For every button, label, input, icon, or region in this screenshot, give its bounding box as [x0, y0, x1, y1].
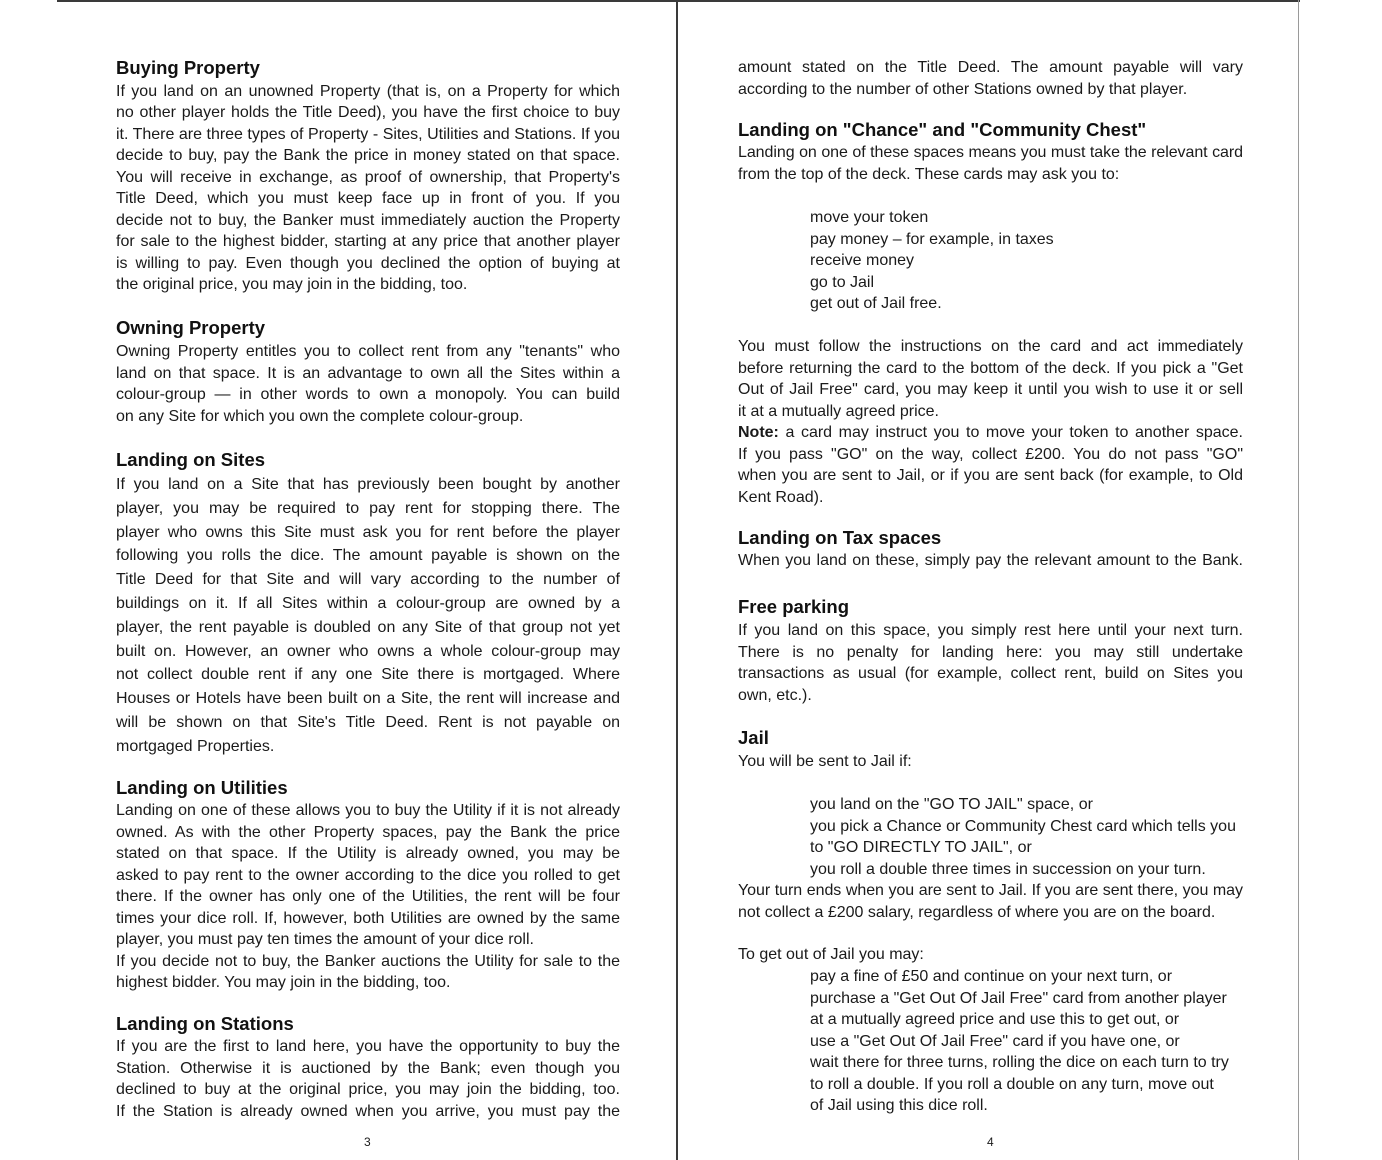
text-line: Title Deed, which you must keep face up in front of you. If you: [116, 190, 620, 208]
text-line: when you are sent to Jail, or if you are sent back (for example, to Old: [738, 467, 1243, 484]
text-line: You will be sent to Jail if:: [738, 753, 912, 770]
list-jail-exit-options: [810, 966, 1243, 1117]
list-chance-actions: [810, 207, 1243, 315]
para-jail-intro: [738, 751, 1243, 773]
para-chance-instructions: [738, 336, 1243, 508]
text-line: use a "Get Out Of Jail Free" card if you have one, or: [810, 1032, 1180, 1050]
text-line: times your dice roll. If, however, both Utilities are owned by the same: [116, 909, 620, 927]
text-line: decide not to buy, the Banker must immediately auction the Property: [116, 211, 620, 229]
page-number-right: 4: [987, 1135, 994, 1149]
text-line: wait there for three turns, rolling the dice on each turn to try: [810, 1054, 1229, 1071]
heading-buying-property: Buying Property: [116, 57, 260, 78]
text-line: on any Site for which you own the complete colour-group.: [116, 408, 524, 426]
heading-tax-spaces: Landing on Tax spaces: [738, 527, 942, 548]
para-stations-continued: [738, 57, 1243, 100]
para-tax: [738, 550, 1243, 572]
heading-landing-on-sites: Landing on Sites: [116, 449, 266, 470]
text-line: To get out of Jail you may:: [738, 946, 924, 963]
text-line: highest bidder. You may join in the bidding, too.: [116, 974, 451, 991]
text-line: move your token: [810, 209, 929, 226]
text-line: land on that space. It is an advantage to own all the Sites within a: [116, 364, 620, 382]
para-jail-out-intro: [738, 944, 1243, 966]
text-line: Landing on one of these allows you to buy the Utility if it is not already: [116, 802, 620, 819]
heading-landing-on-utilities: Landing on Utilities: [116, 777, 288, 798]
text-line: go to Jail: [810, 273, 875, 291]
heading-landing-on-stations: Landing on Stations: [116, 1013, 294, 1034]
page-number-left: 3: [364, 1135, 371, 1149]
para-landing-on-stations: [116, 1036, 620, 1123]
text-line: owned. As with the other Property spaces, pay the Bank the price: [116, 823, 620, 841]
text-line: stated on that space. If the Utility is already owned, you may be: [116, 845, 620, 862]
text-line: is willing to pay. Even though you declined the option of buying at: [116, 254, 620, 272]
text-line: the original price, you may join in the bidding, too.: [116, 275, 468, 293]
text-line: colour-group — in other words to own a monopoly. You can build: [116, 386, 620, 404]
text-line: declined to buy at the original price, you may join the bidding, too.: [116, 1081, 620, 1099]
text-line: decide to buy, pay the Bank the price in money stated on that space.: [116, 147, 620, 165]
text-line: transactions as usual (for example, collect rent, build on Sites you: [738, 665, 1243, 683]
note-text: a card may instruct you to move your token to another space.: [778, 424, 1243, 441]
text-line: it at a mutually agreed price.: [738, 402, 939, 420]
text-line: When you land on these, simply pay the relevant amount to the Bank.: [738, 552, 1243, 569]
text-line: receive money: [810, 252, 915, 269]
text-line: not collect double rent if any one Site there is mortgaged. Where: [116, 666, 620, 684]
list-jail-reasons: [810, 794, 1243, 880]
text-line: of Jail using this dice roll.: [810, 1097, 988, 1114]
text-line: you roll a double three times in succession on your turn.: [810, 860, 1206, 878]
text-line: buildings on it. If all Sites within a colour-group are owned by a: [116, 594, 620, 612]
text-line: If you land on a Site that has previously been bought by another: [116, 476, 620, 493]
text-line: Owning Property entitles you to collect rent from any "tenants" who: [116, 343, 620, 360]
text-line: [738, 422, 1243, 444]
heading-free-parking: Free parking: [738, 596, 850, 617]
page-divider: [676, 0, 678, 1160]
text-line: no other player holds the Title Deed), you have the first choice to buy: [116, 104, 620, 122]
text-line: player, you may be required to pay rent for stopping there. The: [116, 499, 620, 517]
text-line: Out of Jail Free" card, you may keep it until you wish to use it or sell: [738, 381, 1243, 398]
text-line: If you land on this space, you simply rest here until your next turn.: [738, 622, 1243, 639]
text-line: you pick a Chance or Community Chest card which tells you: [810, 817, 1236, 835]
heading-owning-property: Owning Property: [116, 317, 266, 338]
text-line: If you land on an unowned Property (that is, on a Property for which: [116, 83, 620, 100]
para-landing-on-utilities: [116, 800, 620, 994]
text-line: You must follow the instructions on the card and act immediately: [738, 338, 1243, 355]
text-line: If you are the first to land here, you have the opportunity to buy the: [116, 1038, 620, 1055]
text-line: Station. Otherwise it is auctioned by the Bank; even though you: [116, 1059, 620, 1077]
page-right-border: [1298, 0, 1299, 1160]
text-line: Title Deed for that Site and will vary according to the number of: [116, 571, 620, 589]
text-line: purchase a "Get Out Of Jail Free" card from another player: [810, 989, 1227, 1007]
text-line: at a mutually agreed price and use this to get out, or: [810, 1011, 1180, 1028]
text-line: according to the number of other Stations owned by that player.: [738, 80, 1188, 98]
text-line: will be shown on that Site's Title Deed. Rent is not payable on: [116, 713, 620, 731]
text-line: If the Station is already owned when you arrive, you must pay the: [116, 1103, 620, 1121]
heading-jail: Jail: [738, 727, 769, 748]
para-landing-on-sites: [116, 473, 620, 759]
text-line: player, you must pay ten times the amount of your dice roll.: [116, 931, 534, 948]
para-chance: [738, 142, 1243, 185]
para-free-parking: [738, 620, 1243, 707]
text-line: amount stated on the Title Deed. The amount payable will vary: [738, 59, 1243, 76]
text-line: built on. However, an owner who owns a whole colour-group may: [116, 642, 620, 660]
note-label: Note:: [738, 424, 779, 441]
text-line: not collect a £200 salary, regardless of where you are on the board.: [738, 903, 1216, 921]
text-line: If you decide not to buy, the Banker auctions the Utility for sale to the: [116, 952, 620, 970]
para-jail-turn-ends: [738, 880, 1243, 923]
text-line: Houses or Hotels have been built on a Site, the rent will increase and: [116, 690, 620, 708]
text-line: mortgaged Properties.: [116, 737, 275, 755]
text-line: You will receive in exchange, as proof of ownership, that Property's: [116, 168, 620, 186]
text-line: from the top of the deck. These cards may ask you to:: [738, 165, 1120, 183]
text-line: to roll a double. If you roll a double on any turn, move out: [810, 1075, 1214, 1093]
text-line: own, etc.).: [738, 687, 812, 705]
text-line: to "GO DIRECTLY TO JAIL", or: [810, 839, 1032, 856]
text-line: following you rolls the dice. The amount payable is shown on the: [116, 547, 620, 565]
para-owning-property: [116, 341, 620, 428]
text-line: Landing on one of these spaces means you must take the relevant card: [738, 144, 1243, 161]
text-line: before returning the card to the bottom of the deck. If you pick a "Get: [738, 359, 1243, 377]
text-line: there. If the owner has only one of the Utilities, the rent will be four: [116, 888, 620, 905]
para-buying-property: [116, 81, 620, 295]
text-line: player who owns this Site must ask you for rent before the player: [116, 523, 620, 541]
heading-chance-community-chest: Landing on "Chance" and "Community Chest": [738, 119, 1147, 140]
text-line: There is no penalty for landing here: you may still undertake: [738, 643, 1243, 661]
text-line: pay a fine of £50 and continue on your next turn, or: [810, 968, 1173, 985]
text-line: If you pass "GO" on the way, collect £200. You do not pass "GO": [738, 445, 1243, 463]
text-line: you land on the "GO TO JAIL" space, or: [810, 796, 1093, 813]
text-line: for sale to the highest bidder, starting at any price that another player: [116, 233, 620, 251]
page-top-border: [57, 0, 1300, 2]
text-line: pay money – for example, in taxes: [810, 230, 1054, 248]
text-line: Your turn ends when you are sent to Jail. If you are sent there, you may: [738, 882, 1243, 899]
text-line: it. There are three types of Property - Sites, Utilities and Stations. If you: [116, 125, 620, 143]
text-line: get out of Jail free.: [810, 295, 942, 312]
text-line: asked to pay rent to the owner according to the dice you rolled to get: [116, 866, 620, 884]
text-line: player, the rent payable is doubled on any Site of that group not yet: [116, 618, 620, 636]
text-line: Kent Road).: [738, 488, 824, 506]
